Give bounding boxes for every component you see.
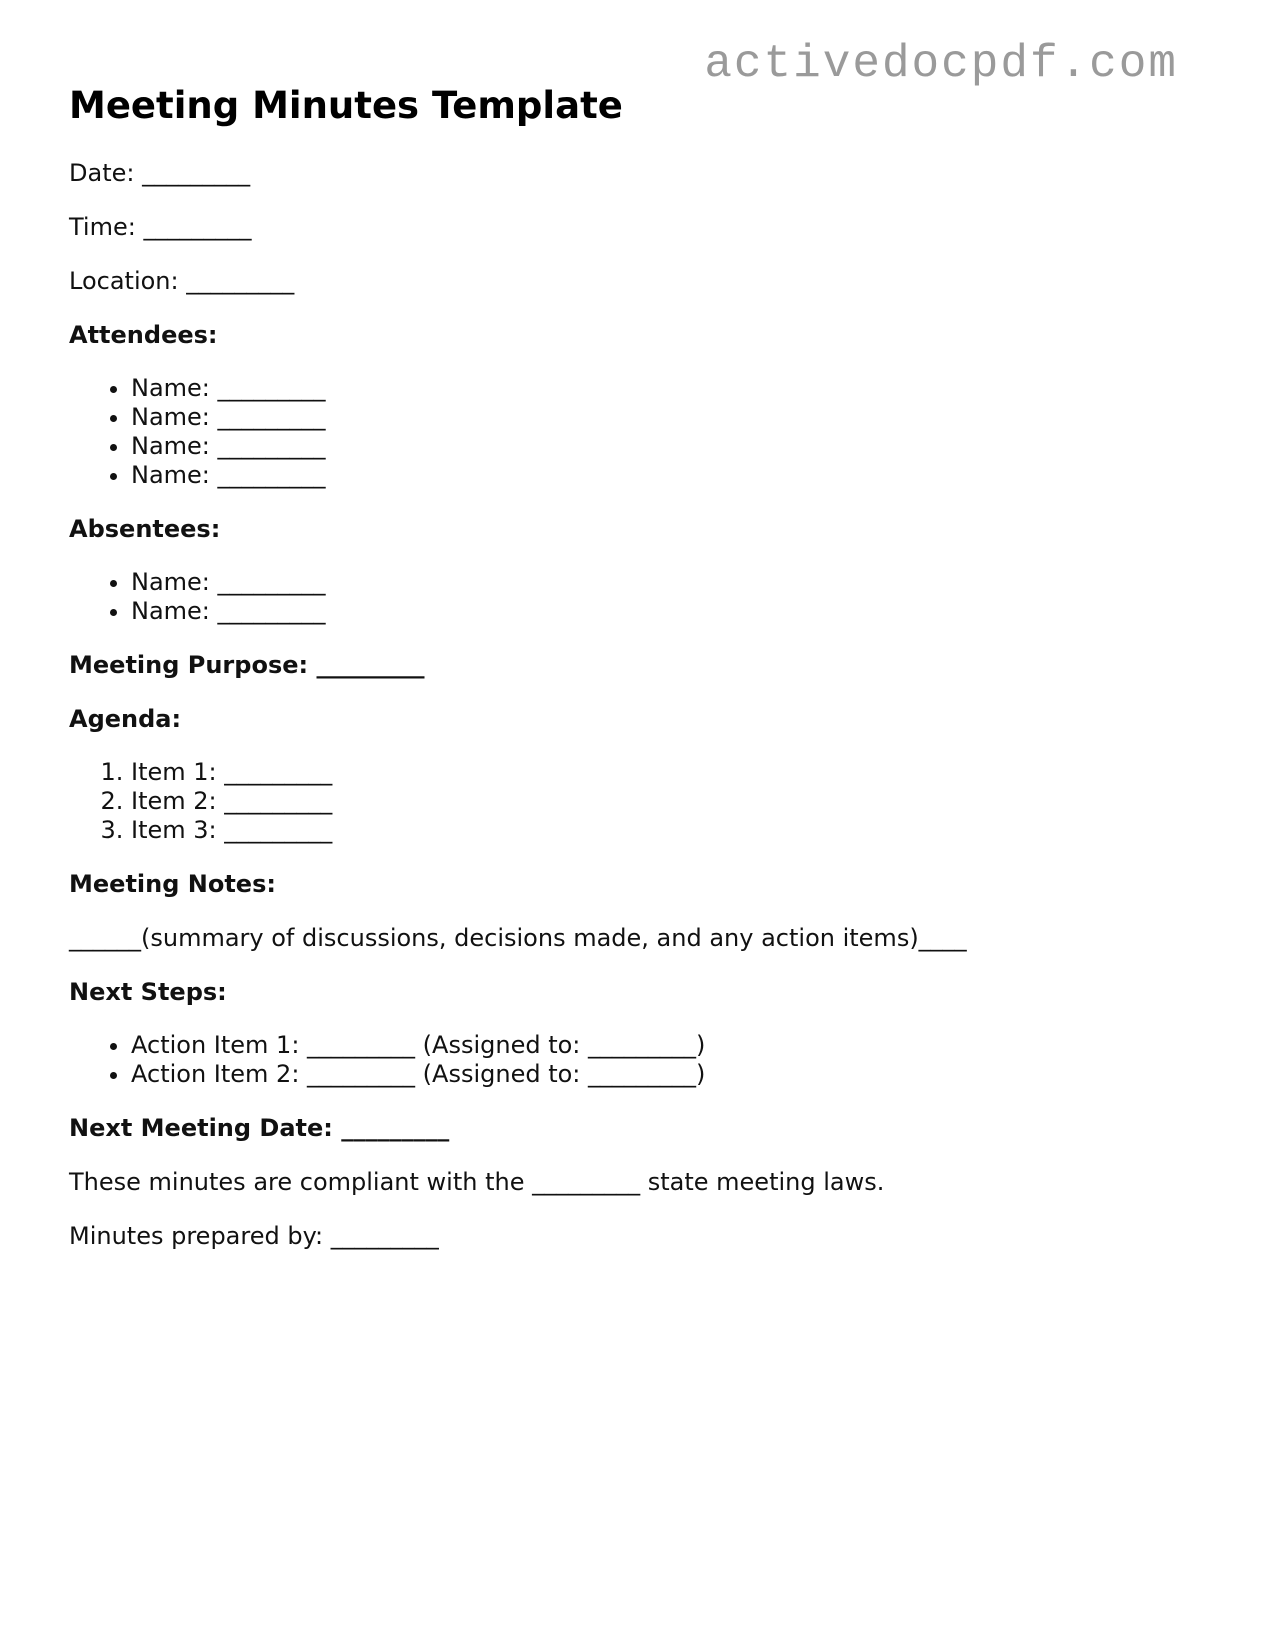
meeting-notes-text: ______(summary of discussions, decisions made, and any action items)____ [69,924,967,952]
attendee-item: • Name: _________ [131,461,1169,490]
attendee-item: • Name: _________ [131,432,1169,461]
page-title: Meeting Minutes Template [69,84,623,127]
absentees-list [69,568,1169,626]
compliance-statement: These minutes are compliant with the _________ state meeting laws. [69,1168,885,1196]
next-steps-heading: Next Steps: [69,978,227,1006]
location-field: Location: _________ [69,267,295,295]
agenda-item: 1. Item 1: _________ [131,758,1169,787]
action-item: • Action Item 1: _________ (Assigned to: _________) [131,1031,1169,1060]
document-page [69,84,1169,1275]
attendees-heading: Attendees: [69,321,218,349]
attendee-item: • Name: _________ [131,374,1169,403]
next-meeting-date-field: Next Meeting Date: _________ [69,1114,450,1142]
time-field: Time: _________ [69,213,252,241]
prepared-by-field: Minutes prepared by: _________ [69,1222,439,1250]
agenda-item: 3. Item 3: _________ [131,816,1169,845]
meeting-purpose-field: Meeting Purpose: _________ [69,651,425,679]
absentee-item: • Name: _________ [131,597,1169,626]
agenda-item: 2. Item 2: _________ [131,787,1169,816]
action-item: • Action Item 2: _________ (Assigned to: _________) [131,1060,1169,1089]
absentees-heading: Absentees: [69,515,221,543]
watermark-text: activedocpdf.com [704,38,1178,90]
date-field: Date: _________ [69,159,251,187]
attendee-item: • Name: _________ [131,403,1169,432]
next-steps-list [69,1031,1169,1089]
agenda-heading: Agenda: [69,705,182,733]
agenda-list [69,758,1169,845]
meeting-notes-heading: Meeting Notes: [69,870,276,898]
attendees-list [69,374,1169,490]
absentee-item: • Name: _________ [131,568,1169,597]
